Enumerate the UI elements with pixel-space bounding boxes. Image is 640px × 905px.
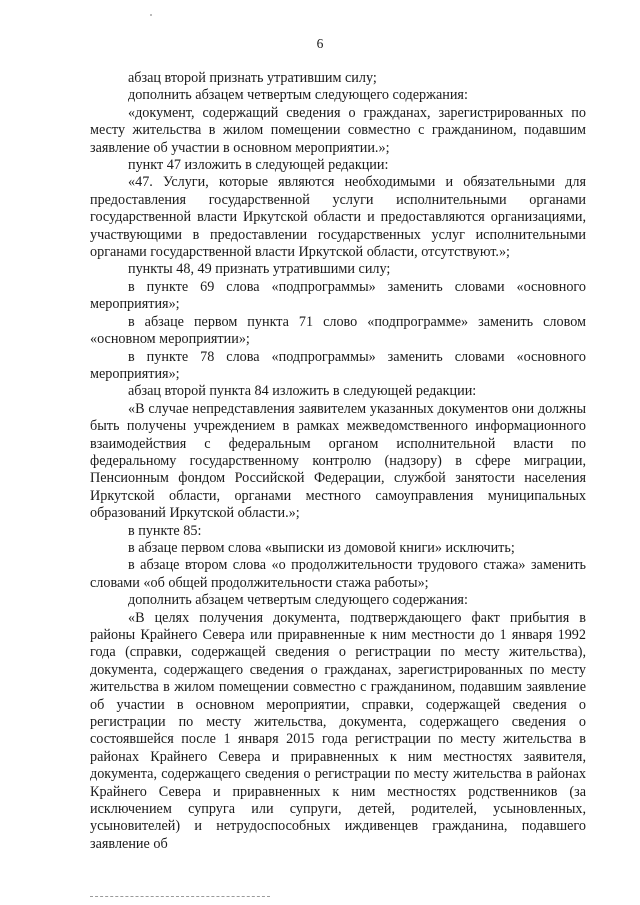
paragraph-16: «В целях получения документа, подтверждающего факт прибытия в районы Крайнего Севера или приравненные к ним местности до 1 января 1992 года (справки, содержащей сведения о регистрации по месту жительства), документа, содержащего сведения о гражданах, зарегистрированных по месту жительства в жилом помещении совместно с гражданином, подавшим заявление об участии в основном мероприятии, справки, содержащей сведения о регистрации по месту жительства, документа, содержащего сведения о состоявшейся после 1 января 2015 года регистрации по месту жительства в районах Крайнего Севера и приравненных к ним местностях заявителя, документа, содержащего сведения о регистрации по месту жительства в районах Крайнего Севера и приравненных к ним местностях родственников (за исключением супруга или супруги, детей, родителей, усыновленных, усыновителей) и нетрудоспособных иждивенцев гражданина, подавшего заявление об	[90, 609, 586, 852]
paragraph-2: дополнить абзацем четвертым следующего содержания:	[128, 87, 468, 104]
paragraph-14: в абзаце втором слова «о продолжительности трудового стажа» заменить словами «об общей продолжительности стажа работы»;	[90, 557, 586, 591]
scan-edge-line	[90, 896, 270, 897]
paragraph-7: в пункте 69 слова «подпрограммы» заменить словами «основного мероприятия»;	[90, 278, 586, 313]
paragraph-10: абзац второй пункта 84 изложить в следующей редакции:	[128, 383, 477, 400]
paragraph-5: «47. Услуги, которые являются необходимыми и обязательными для предоставления государственной услуги исполнительными органами государственной власти Иркутской области и предоставляются организациями, участвующими в предоставлении государственных услуг исполнительными органами государственной власти Иркутской области, отсутствуют.»;	[90, 174, 586, 261]
paragraph-3: «документ, содержащий сведения о гражданах, зарегистрированных по месту жительства в жилом помещении совместно с гражданином, подавшим заявление об участии в основном мероприятии.»;	[90, 104, 586, 156]
scan-artifact	[150, 14, 152, 16]
paragraph-11: «В случае непредставления заявителем указанных документов они должны быть получены учреждением в рамках межведомственного информационного взаимодействия с федеральным органом исполнительной власти по федеральному государственному контролю (надзору) в сфере миграции, Пенсионным фондом Российской Федерации, службой занятости населения Иркутской области, органами местного самоуправления муниципальных образований Иркутской области.»;	[90, 400, 586, 522]
paragraph-4: пункт 47 изложить в следующей редакции:	[128, 157, 389, 174]
paragraph-12: в пункте 85:	[128, 522, 202, 539]
paragraph-9: в пункте 78 слова «подпрограммы» заменить словами «основного мероприятия»;	[90, 348, 586, 382]
paragraph-8: в абзаце первом пункта 71 слово «подпрограмме» заменить словом «основном мероприятии»;	[90, 313, 586, 348]
page-number: 6	[316, 36, 324, 51]
paragraph-15: дополнить абзацем четвертым следующего содержания:	[128, 592, 468, 609]
paragraph-6: пункты 48, 49 признать утратившими силу;	[128, 261, 391, 278]
document-body	[90, 70, 586, 853]
paragraph-13: в абзаце первом слова «выписки из домовой книги» исключить;	[128, 539, 515, 556]
paragraph-1: абзац второй признать утратившим силу;	[128, 70, 377, 86]
